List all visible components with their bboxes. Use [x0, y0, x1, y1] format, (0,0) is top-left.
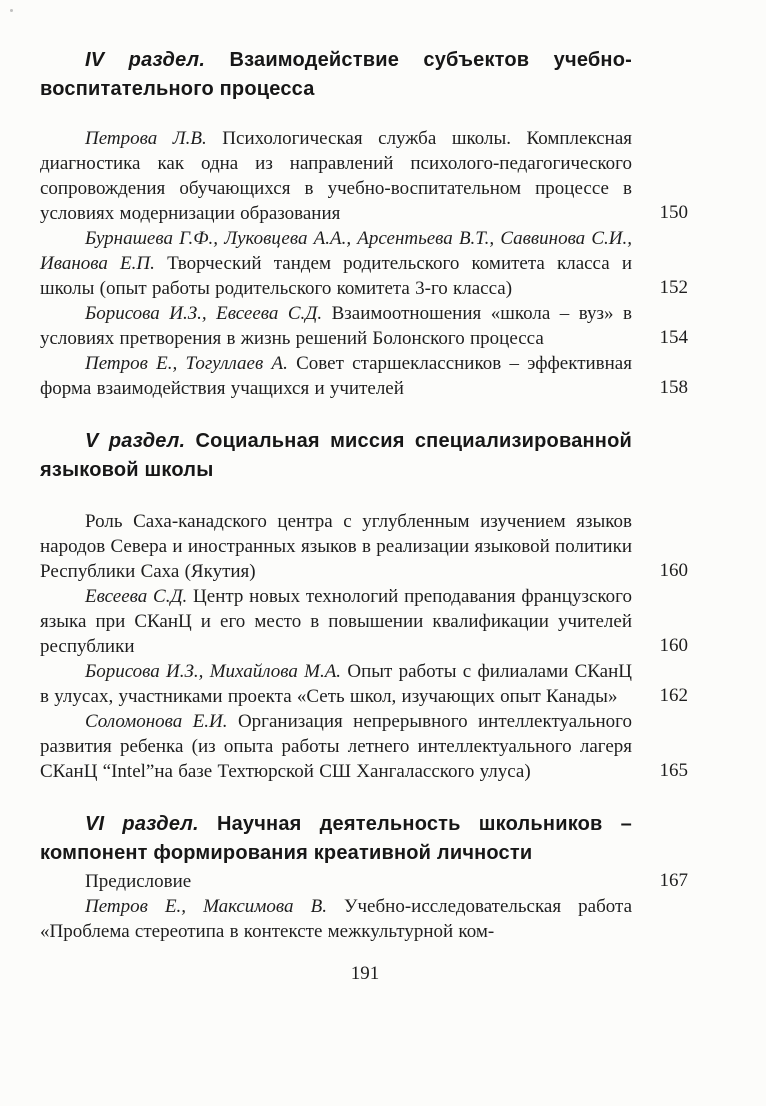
entry-title: Совет старшеклассников – эффективная форма взаимодействия учащихся и учителей [40, 353, 632, 399]
toc-entry [40, 659, 690, 709]
toc-entry [40, 301, 690, 351]
entry-text [40, 584, 632, 659]
entry-authors: Петрова Л.В. [85, 128, 223, 149]
entry-authors: Борисова И.З., Михайлова М.А. [85, 661, 348, 682]
toc-entry [40, 351, 690, 401]
toc-page-number: 167 [659, 870, 688, 891]
entry-text [40, 351, 632, 401]
entry-authors: Соломонова Е.И. [85, 711, 238, 732]
entry-title: Психологическая служба школы. Комплексная диагностика как одна из направлений психолого-педагогического сопровождения обучающихся в учебно-воспитательном процессе в условиях модернизации образования [40, 128, 632, 224]
toc-section-vi [40, 810, 690, 944]
toc-section-iv [40, 46, 690, 401]
toc-page-number: 154 [659, 327, 688, 348]
entry-authors: Бурнашева Г.Ф., Луковцева А.А., Арсентьева В.Т., Саввинова С.И., Иванова Е.П. [40, 228, 632, 274]
page-number-footer: 191 [350, 963, 380, 984]
toc-page-number: 160 [659, 560, 688, 581]
entry-title: Организация непрерывного интеллектуального развития ребенка (из опыта работы летнего интеллектуального лагеря СКанЦ “Intel”на базе Техтюрской СШ Хангаласского улуса) [40, 711, 632, 782]
entry-text [40, 226, 632, 301]
entry-text [40, 869, 632, 894]
entry-title: Опыт работы с филиалами СКанЦ в улусах, участниками проекта «Сеть школ, изучающих опыт Канады» [40, 661, 632, 707]
entry-text [40, 509, 632, 584]
toc-entry [40, 869, 690, 894]
entry-title: Роль Саха-канадского центра с углубленным изучением языков народов Севера и иностранных языков в реализации языковой политики Республики Саха (Якутия) [40, 511, 632, 582]
section-number-label: VI раздел. [85, 813, 217, 835]
entry-title: Учебно-исследовательская работа «Проблема стереотипа в контексте межкультурной ком- [40, 896, 633, 942]
entry-text [40, 126, 632, 226]
toc-entry [40, 894, 690, 944]
section-title: Научная деятельность школьников – компонент формирования креативной личности [40, 813, 632, 864]
entry-title: Центр новых технологий преподавания французского языка при СКанЦ и его место в повышении квалификации учителей республики [40, 586, 632, 657]
section-title: Социальная миссия специализированной языковой школы [40, 430, 632, 481]
toc-page-number: 152 [659, 277, 688, 298]
toc-page-number: 162 [659, 685, 688, 706]
entry-title: Творческий тандем родительского комитета класса и школы (опыт работы родительского комитета 3-го класса) [40, 253, 632, 299]
section-title: Взаимодействие субъектов учебно-воспитательного процесса [40, 49, 632, 100]
entry-title: Предисловие [85, 871, 192, 892]
toc-entry [40, 226, 690, 301]
entry-authors: Борисова И.З., Евсеева С.Д. [85, 303, 332, 324]
toc-entry [40, 584, 690, 659]
entry-authors: Петров Е., Тогуллаев А. [85, 353, 297, 374]
section-number-label: IV раздел. [85, 49, 230, 71]
toc-entry [40, 709, 690, 784]
scan-speck [10, 9, 13, 12]
toc-page-number: 150 [659, 202, 688, 223]
toc-content [40, 46, 690, 986]
toc-page-number: 158 [659, 377, 688, 398]
toc-page-number: 160 [659, 635, 688, 656]
entry-text [40, 709, 632, 784]
entry-text [40, 659, 632, 709]
toc-page-number: 165 [659, 760, 688, 781]
section-heading-iv [40, 46, 632, 104]
entry-authors: Евсеева С.Д. [85, 586, 194, 607]
entry-text [40, 894, 632, 944]
entry-authors: Петров Е., Максимова В. [85, 896, 345, 917]
entry-text [40, 301, 632, 351]
toc-entry [40, 126, 690, 226]
entry-title: Взаимоотношения «школа – вуз» в условиях претворения в жизнь решений Болонского процесса [40, 303, 632, 349]
section-number-label: V раздел. [85, 430, 196, 452]
toc-section-v [40, 427, 690, 784]
toc-entry [40, 509, 690, 584]
section-heading-v [40, 427, 632, 485]
section-heading-vi [40, 810, 632, 868]
